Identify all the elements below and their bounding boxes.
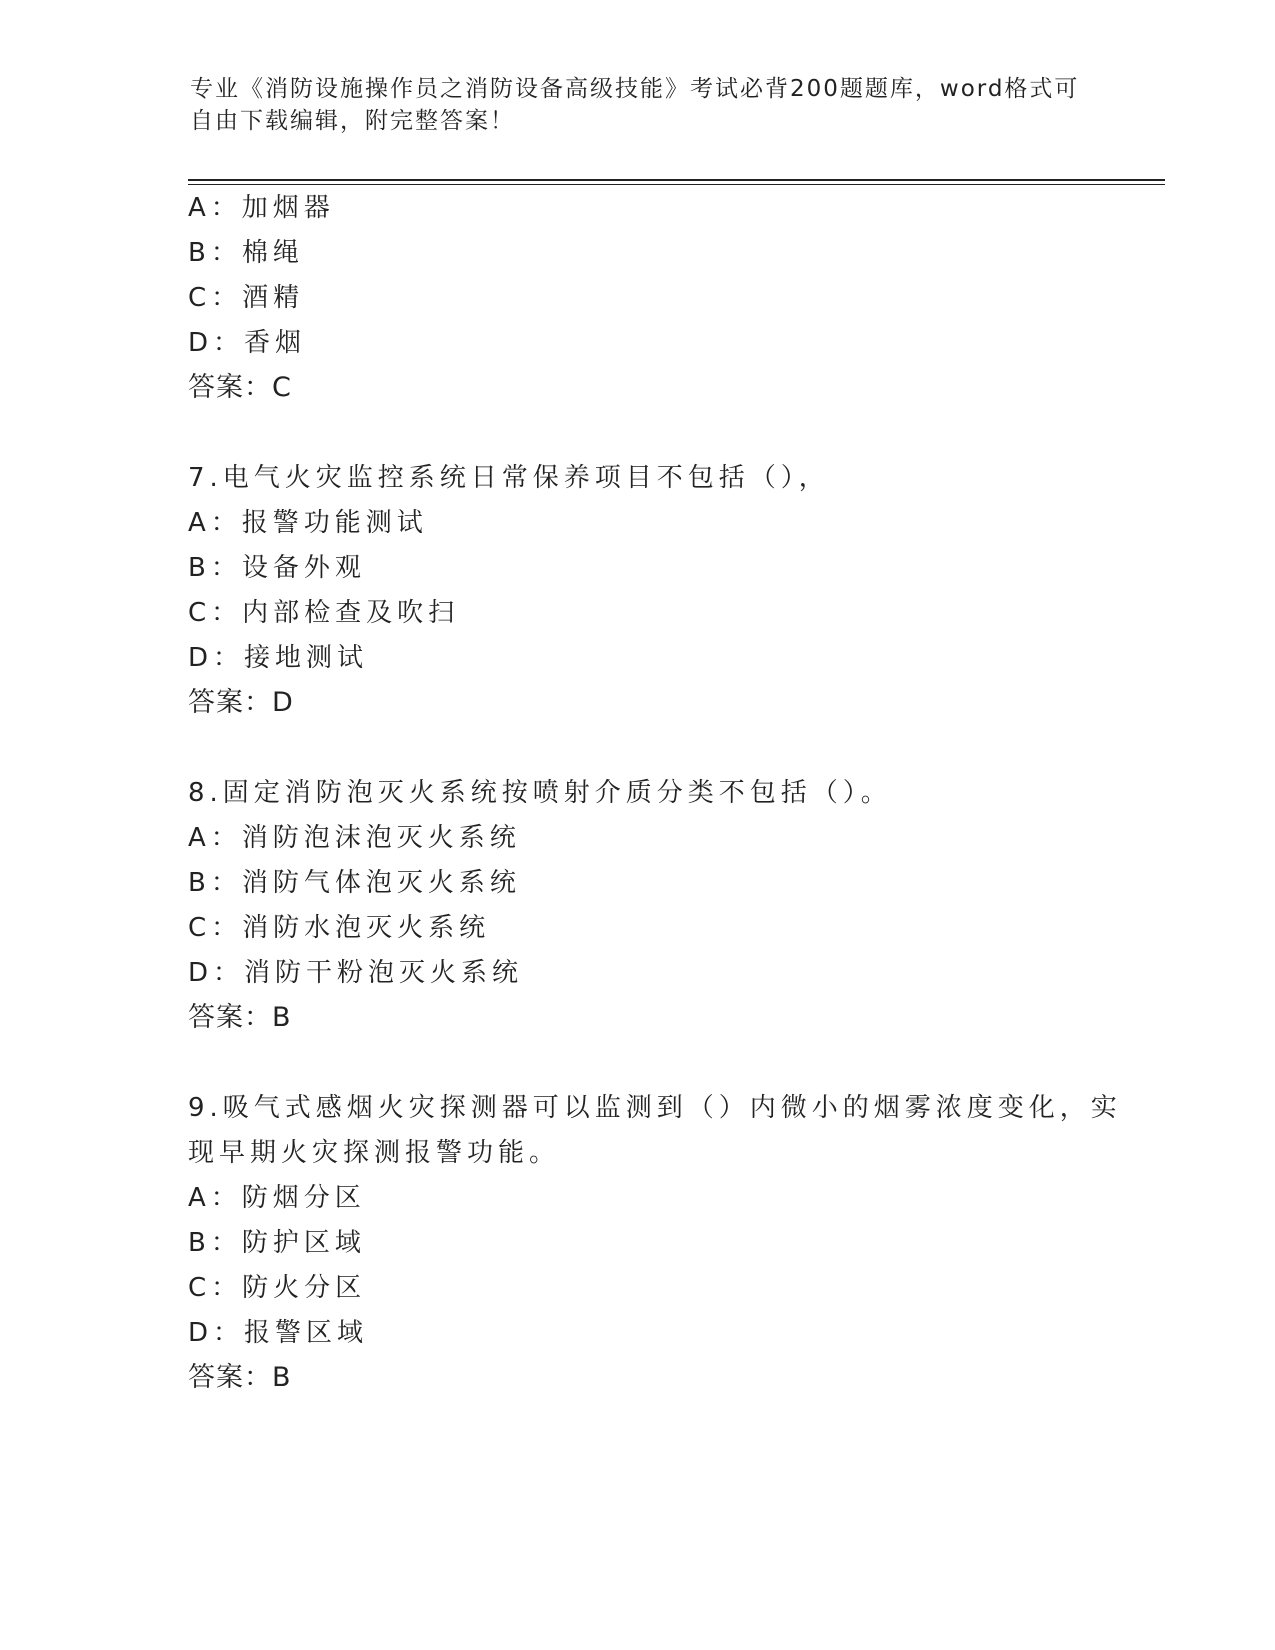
q7-question: 7.电气火灾监控系统日常保养项目不包括（）， bbox=[188, 463, 830, 493]
q8-answer: 答案：B bbox=[188, 1002, 292, 1033]
q6-option-d: D：香烟 bbox=[188, 328, 307, 358]
q9-option-d: D：报警区域 bbox=[188, 1318, 369, 1348]
q8-option-b: B：消防气体泡灭火系统 bbox=[188, 868, 521, 898]
q9-option-b: B：防护区域 bbox=[188, 1228, 366, 1258]
q8-question: 8.固定消防泡灭火系统按喷射介质分类不包括（）。 bbox=[188, 778, 892, 808]
q6-option-c: C：酒精 bbox=[188, 283, 305, 313]
q9-option-c: C：防火分区 bbox=[188, 1273, 367, 1303]
q8-option-c: C：消防水泡灭火系统 bbox=[188, 913, 491, 943]
q6-option-b: B：棉绳 bbox=[188, 238, 304, 268]
header-line-1: 专业《消防设施操作员之消防设备高级技能》考试必背200题题库，word格式可 bbox=[190, 76, 1080, 102]
document-header bbox=[190, 73, 1090, 137]
header-divider-thick bbox=[188, 179, 1165, 181]
q9-option-a: A：防烟分区 bbox=[188, 1183, 366, 1213]
q9-question-line-2: 现早期火灾探测报警功能。 bbox=[188, 1138, 561, 1168]
q7-answer: 答案：D bbox=[188, 687, 294, 718]
q9-question-line-1: 9.吸气式感烟火灾探测器可以监测到（）内微小的烟雾浓度变化，实 bbox=[188, 1093, 1122, 1123]
q8-option-a: A：消防泡沫泡灭火系统 bbox=[188, 823, 521, 853]
q7-option-b: B：设备外观 bbox=[188, 553, 366, 583]
q6-answer: 答案：C bbox=[188, 372, 292, 403]
q9-answer: 答案：B bbox=[188, 1362, 292, 1393]
header-divider-thin bbox=[188, 184, 1165, 185]
q6-option-a: A：加烟器 bbox=[188, 193, 335, 223]
q7-option-a: A：报警功能测试 bbox=[188, 508, 428, 538]
q8-option-d: D：消防干粉泡灭火系统 bbox=[188, 958, 524, 988]
header-line-2: 自由下载编辑，附完整答案！ bbox=[190, 108, 515, 134]
q7-option-d: D：接地测试 bbox=[188, 643, 369, 673]
q7-option-c: C：内部检查及吹扫 bbox=[188, 598, 460, 628]
